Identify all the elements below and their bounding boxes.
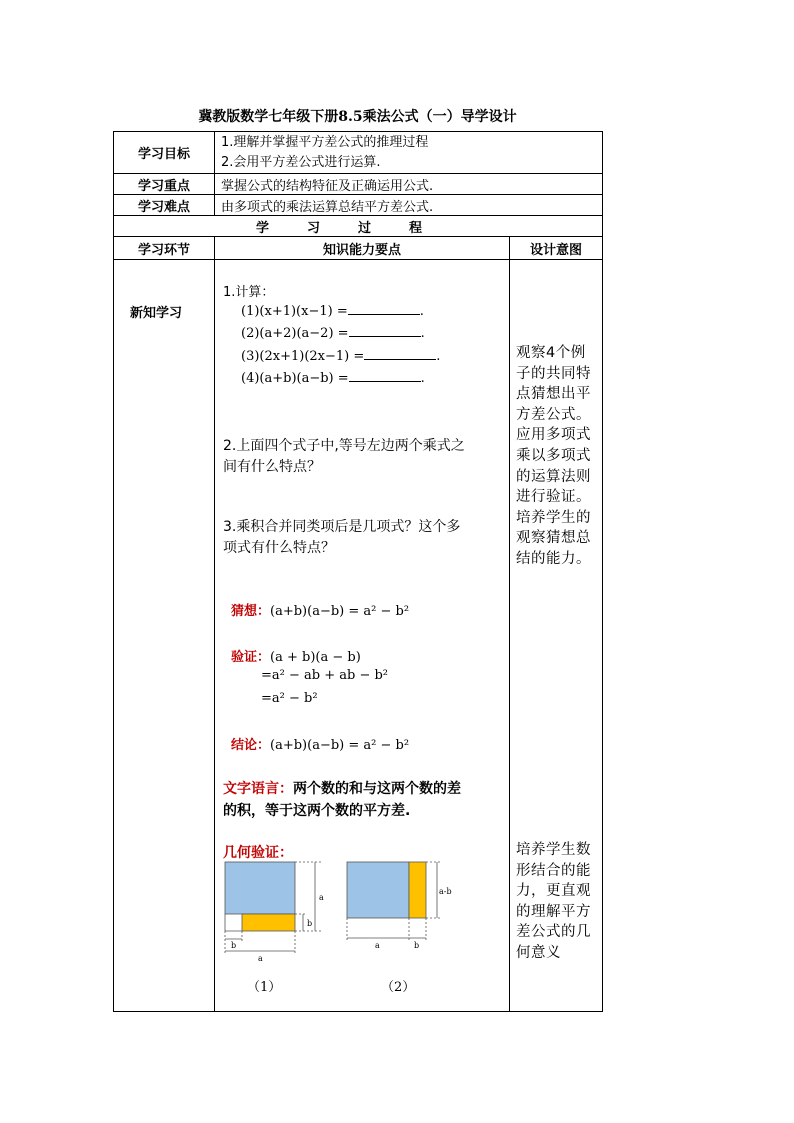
q3-line-1: 3.乘积合并同类项后是几项式？这个多 [223, 519, 461, 535]
key-text: 掌握公式的结构特征及正确运用公式. [215, 174, 603, 195]
text-language-label: 文字语言： [223, 781, 293, 797]
fig1-label-b: b [307, 919, 313, 928]
document-title: 冀教版数学七年级下册8.5乘法公式（一）导学设计 [198, 109, 517, 125]
q1-item-3: (3)(2x+1)(2x−1) = . [241, 349, 441, 364]
lesson-table [113, 131, 603, 1012]
header-stage: 学习环节 [114, 237, 215, 260]
q1-item-4: (4)(a+b)(a−b) = . [241, 371, 425, 386]
conclusion-line [231, 734, 409, 753]
fig2-label-b: b [414, 941, 420, 950]
goal-cell [215, 132, 603, 174]
difficulty-label: 学习难点 [114, 195, 215, 216]
q1-item-1: (1)(x+1)(x−1) = . [241, 304, 424, 319]
guess-line [231, 600, 409, 619]
stage-cell [114, 260, 215, 1012]
intent-cell [510, 260, 603, 1012]
key-label: 学习重点 [114, 174, 215, 195]
header-points: 知识能力要点 [215, 237, 510, 260]
q1-title: 1.计算： [223, 285, 275, 300]
q1-item-2: (2)(a+2)(a−2) = . [241, 326, 425, 341]
points-cell [215, 260, 510, 1012]
verify-line-1 [231, 646, 361, 665]
intent-1: 观察4个例子的共同特点猜想出平方差公式。应用多项式乘以多项式的运算法则进行验证。培养学生的观察猜想总结的能力。 [516, 345, 591, 567]
q2-line-1: 2.上面四个式子中,等号左边两个乘式之 [223, 438, 465, 454]
goal-label: 学习目标 [114, 132, 215, 174]
fig1-label-a-bottom: a [258, 954, 263, 963]
process-label: 学习过程 [114, 216, 603, 237]
fig1-label-a: a [319, 893, 324, 902]
verify-expr-3: =a² − b² [261, 691, 318, 706]
conclusion-formula: (a+b)(a−b) = a² − b² [270, 738, 410, 753]
intent-2: 培养学生数形结合的能力，更直观的理解平方差公式的几何意义 [516, 842, 591, 961]
geometry-figures [215, 850, 510, 970]
guess-formula: (a+b)(a−b) = a² − b² [270, 604, 410, 619]
text-language-line-2: 的积，等于这两个数的平方差. [223, 803, 411, 819]
fig1-label-b-bottom: b [231, 941, 237, 950]
figure-1-caption: （1） [247, 980, 282, 995]
fig2-yellow-rect [409, 862, 426, 918]
stage-name: 新知学习 [130, 306, 183, 321]
difficulty-text: 由多项式的乘法运算总结平方差公式. [215, 195, 603, 216]
goal-2: 2.会用平方差公式进行运算. [221, 154, 381, 170]
goal-1: 1.理解并掌握平方差公式的推理过程 [221, 134, 429, 150]
guess-label: 猜想： [231, 604, 271, 619]
fig1-blue-square [225, 862, 295, 914]
verify-expr-2: =a² − ab + ab − b² [261, 668, 389, 683]
geometry-label: 几何验证： [223, 845, 293, 861]
verify-expr-1: (a + b)(a − b) [270, 650, 361, 665]
text-language-line-1: 文字语言：两个数的和与这两个数的差 [223, 781, 461, 797]
fig1-yellow-rect [242, 914, 295, 931]
q2-line-2: 间有什么特点？ [223, 459, 321, 475]
fig2-blue-rect [347, 862, 409, 918]
verify-label: 验证： [231, 650, 271, 665]
q3-line-2: 项式有什么特点？ [223, 540, 335, 556]
figure-2-caption: （2） [381, 980, 416, 995]
fig2-label-amb: a-b [439, 887, 452, 896]
conclusion-label: 结论： [231, 738, 271, 753]
header-intent: 设计意图 [510, 237, 603, 260]
fig2-label-a: a [375, 941, 380, 950]
